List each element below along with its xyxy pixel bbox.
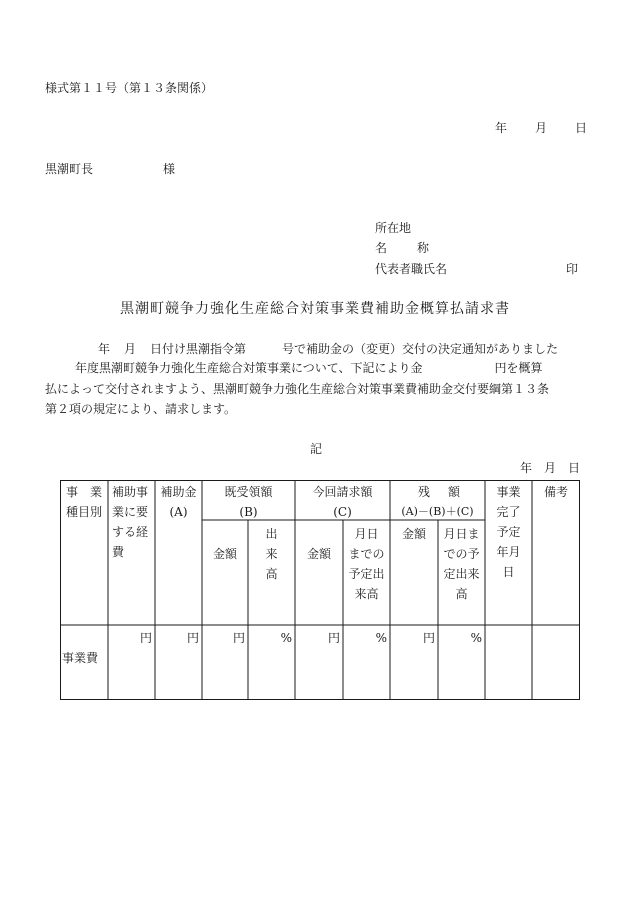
representative-label: 代表者職氏名 bbox=[375, 262, 448, 276]
sub-planned-balance-3: 定出来 bbox=[443, 567, 480, 581]
h-completion-1: 事業 bbox=[496, 485, 521, 499]
row-label-project-cost: 事業費 bbox=[62, 651, 99, 665]
h-received-2: (B) bbox=[239, 505, 258, 519]
h-completion-2: 完了 bbox=[496, 505, 521, 519]
h-cost-2: 業に要 bbox=[112, 505, 149, 519]
body1-month: 月 bbox=[124, 342, 137, 356]
sub-planned-current-3: 予定出 bbox=[348, 567, 385, 581]
sub-planned-balance-1: 月日ま bbox=[443, 527, 480, 541]
h-cost-1: 補助事 bbox=[112, 485, 149, 499]
body-line-4: 第２項の規定により、請求します。 bbox=[45, 402, 237, 416]
h-cost-3: する経 bbox=[112, 525, 149, 539]
h-category-3: 種目別 bbox=[66, 505, 103, 519]
h-subsidy-1: 補助金 bbox=[160, 485, 197, 499]
sub-planned-balance-4: 高 bbox=[455, 587, 468, 601]
submission-date bbox=[495, 122, 587, 134]
date-month: 月 bbox=[535, 121, 548, 135]
name-label-1: 名 bbox=[375, 241, 388, 255]
ki-marker: 記 bbox=[310, 442, 323, 456]
h-balance-2: 額 bbox=[448, 485, 461, 499]
sub-planned-current-1: 月日 bbox=[354, 527, 379, 541]
sub-received-amount: 金額 bbox=[212, 547, 237, 561]
h-completion-3: 予定 bbox=[496, 525, 521, 539]
date-day: 日 bbox=[575, 121, 588, 135]
sub-progress-2: 来 bbox=[265, 547, 278, 561]
name-label bbox=[375, 242, 429, 254]
sub-balance-amount: 金額 bbox=[401, 527, 426, 541]
body-line-3: 払によって交付されますよう、黒潮町競争力強化生産総合対策事業費補助金交付要綱第１３条 bbox=[45, 382, 550, 396]
body-line-1 bbox=[98, 343, 558, 355]
addressee bbox=[45, 163, 175, 175]
body1-decision: 号で補助金の（変更）交付の決定通知がありました bbox=[282, 342, 559, 356]
request-table bbox=[60, 480, 580, 700]
cell-current-unit: 円 bbox=[327, 631, 340, 645]
addressee-honorific: 様 bbox=[163, 162, 176, 176]
cell-received-unit: 円 bbox=[232, 631, 245, 645]
h-current-1: 今回請求額 bbox=[312, 485, 373, 499]
h-completion-4: 年月 bbox=[496, 545, 521, 559]
table-date-month: 月 bbox=[544, 461, 557, 475]
sub-planned-balance-2: での予 bbox=[443, 547, 480, 561]
sub-progress-3: 高 bbox=[265, 567, 278, 581]
cell-progress-unit: % bbox=[280, 631, 292, 645]
addressee-name: 黒潮町長 bbox=[45, 162, 94, 176]
location-label: 所在地 bbox=[375, 221, 412, 235]
body2-amount: 円を概算 bbox=[494, 361, 543, 375]
table-date bbox=[520, 462, 580, 474]
table-date-day: 日 bbox=[568, 461, 581, 475]
body1-directive: 日付け黒潮指令第 bbox=[150, 342, 247, 356]
body2-main: 年度黒潮町競争力強化生産総合対策事業について、下記により金 bbox=[75, 361, 423, 375]
cell-cost-unit: 円 bbox=[139, 631, 152, 645]
cell-subsidy-unit: 円 bbox=[186, 631, 199, 645]
h-received-1: 既受領額 bbox=[224, 485, 273, 499]
form-number: 様式第１１号（第１３条関係） bbox=[45, 81, 214, 95]
h-category-1: 事 bbox=[66, 485, 79, 499]
h-current-2: (C) bbox=[333, 505, 352, 519]
body-line-2 bbox=[75, 362, 543, 374]
h-remarks: 備考 bbox=[543, 485, 568, 499]
h-balance-1: 残 bbox=[418, 485, 431, 499]
cell-balance-unit: 円 bbox=[422, 631, 435, 645]
name-label-2: 称 bbox=[417, 241, 430, 255]
sub-progress-1: 出 bbox=[265, 527, 278, 541]
date-year: 年 bbox=[495, 121, 508, 135]
h-completion-5: 日 bbox=[502, 565, 515, 579]
cell-planned-balance-unit: % bbox=[470, 631, 482, 645]
sub-planned-current-2: までの bbox=[348, 547, 385, 561]
sub-current-amount: 金額 bbox=[306, 547, 331, 561]
sub-planned-current-4: 来高 bbox=[354, 587, 379, 601]
h-subsidy-2: (A) bbox=[169, 505, 188, 519]
h-category-2: 業 bbox=[90, 485, 103, 499]
document-title: 黒潮町競争力強化生産総合対策事業費補助金概算払請求書 bbox=[120, 301, 510, 317]
cell-planned-current-unit: % bbox=[375, 631, 387, 645]
body1-year: 年 bbox=[98, 342, 111, 356]
h-balance-3: (A)－(B)＋(C) bbox=[401, 505, 474, 518]
seal-label: 印 bbox=[566, 262, 579, 276]
h-cost-4: 費 bbox=[112, 545, 125, 559]
table-date-year: 年 bbox=[520, 461, 533, 475]
